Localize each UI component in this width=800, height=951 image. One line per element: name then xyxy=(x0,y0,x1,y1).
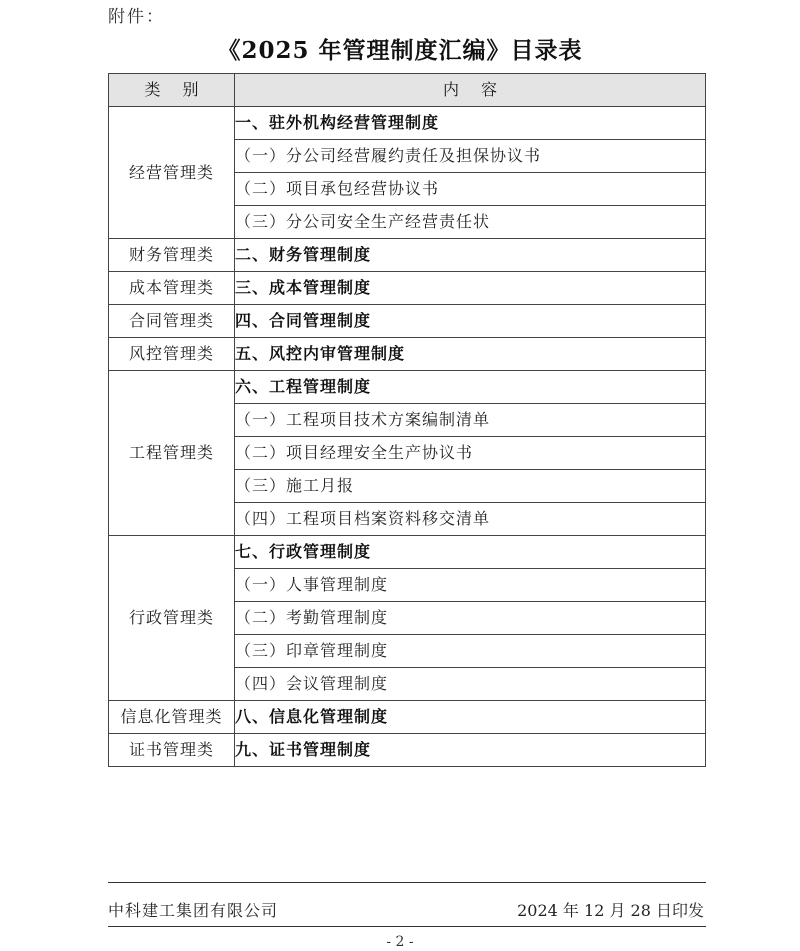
section-title-cell: 七、行政管理制度 xyxy=(235,536,706,569)
subitem-cell: （二）考勤管理制度 xyxy=(235,602,706,635)
category-cell: 行政管理类 xyxy=(109,536,235,701)
subitem-cell: （三）分公司安全生产经营责任状 xyxy=(235,206,706,239)
section-title-cell: 四、合同管理制度 xyxy=(235,305,706,338)
table-body xyxy=(109,107,706,767)
section-title-cell: 三、成本管理制度 xyxy=(235,272,706,305)
table-row xyxy=(109,701,706,734)
footer-bottom-rule xyxy=(108,926,706,927)
table-row xyxy=(109,239,706,272)
subitem-cell: （四）工程项目档案资料移交清单 xyxy=(235,503,706,536)
footer-company: 中科建工集团有限公司 xyxy=(108,901,279,920)
page-number: - 2 - xyxy=(386,934,414,950)
section-title-cell: 八、信息化管理制度 xyxy=(235,701,706,734)
table-row xyxy=(109,107,706,140)
table-row xyxy=(109,305,706,338)
subitem-cell: （二）项目经理安全生产协议书 xyxy=(235,437,706,470)
section-title-cell: 一、驻外机构经营管理制度 xyxy=(235,107,706,140)
table-row xyxy=(109,272,706,305)
footer-date: 2024 年 12 月 28 日印发 xyxy=(517,901,704,920)
category-cell: 风控管理类 xyxy=(109,338,235,371)
table-row xyxy=(109,536,706,569)
category-cell: 财务管理类 xyxy=(109,239,235,272)
header-content: 内容 xyxy=(235,74,706,107)
subitem-cell: （一）分公司经营履约责任及担保协议书 xyxy=(235,140,706,173)
section-title-cell: 五、风控内审管理制度 xyxy=(235,338,706,371)
subitem-cell: （二）项目承包经营协议书 xyxy=(235,173,706,206)
table-row xyxy=(109,338,706,371)
section-title-cell: 六、工程管理制度 xyxy=(235,371,706,404)
table-row xyxy=(109,734,706,767)
catalog-table xyxy=(108,73,706,767)
category-cell: 信息化管理类 xyxy=(109,701,235,734)
table-header-row xyxy=(109,74,706,107)
category-cell: 证书管理类 xyxy=(109,734,235,767)
subitem-cell: （一）工程项目技术方案编制清单 xyxy=(235,404,706,437)
subitem-cell: （一）人事管理制度 xyxy=(235,569,706,602)
category-cell: 合同管理类 xyxy=(109,305,235,338)
header-category: 类别 xyxy=(109,74,235,107)
section-title-cell: 九、证书管理制度 xyxy=(235,734,706,767)
footer-top-rule xyxy=(108,882,706,883)
category-cell: 经营管理类 xyxy=(109,107,235,239)
document-title: 《2025 年管理制度汇编》目录表 xyxy=(217,37,583,64)
subitem-cell: （三）印章管理制度 xyxy=(235,635,706,668)
section-title-cell: 二、财务管理制度 xyxy=(235,239,706,272)
subitem-cell: （四）会议管理制度 xyxy=(235,668,706,701)
category-cell: 成本管理类 xyxy=(109,272,235,305)
table-row xyxy=(109,371,706,404)
category-cell: 工程管理类 xyxy=(109,371,235,536)
attachment-label: 附件： xyxy=(108,7,165,27)
subitem-cell: （三）施工月报 xyxy=(235,470,706,503)
